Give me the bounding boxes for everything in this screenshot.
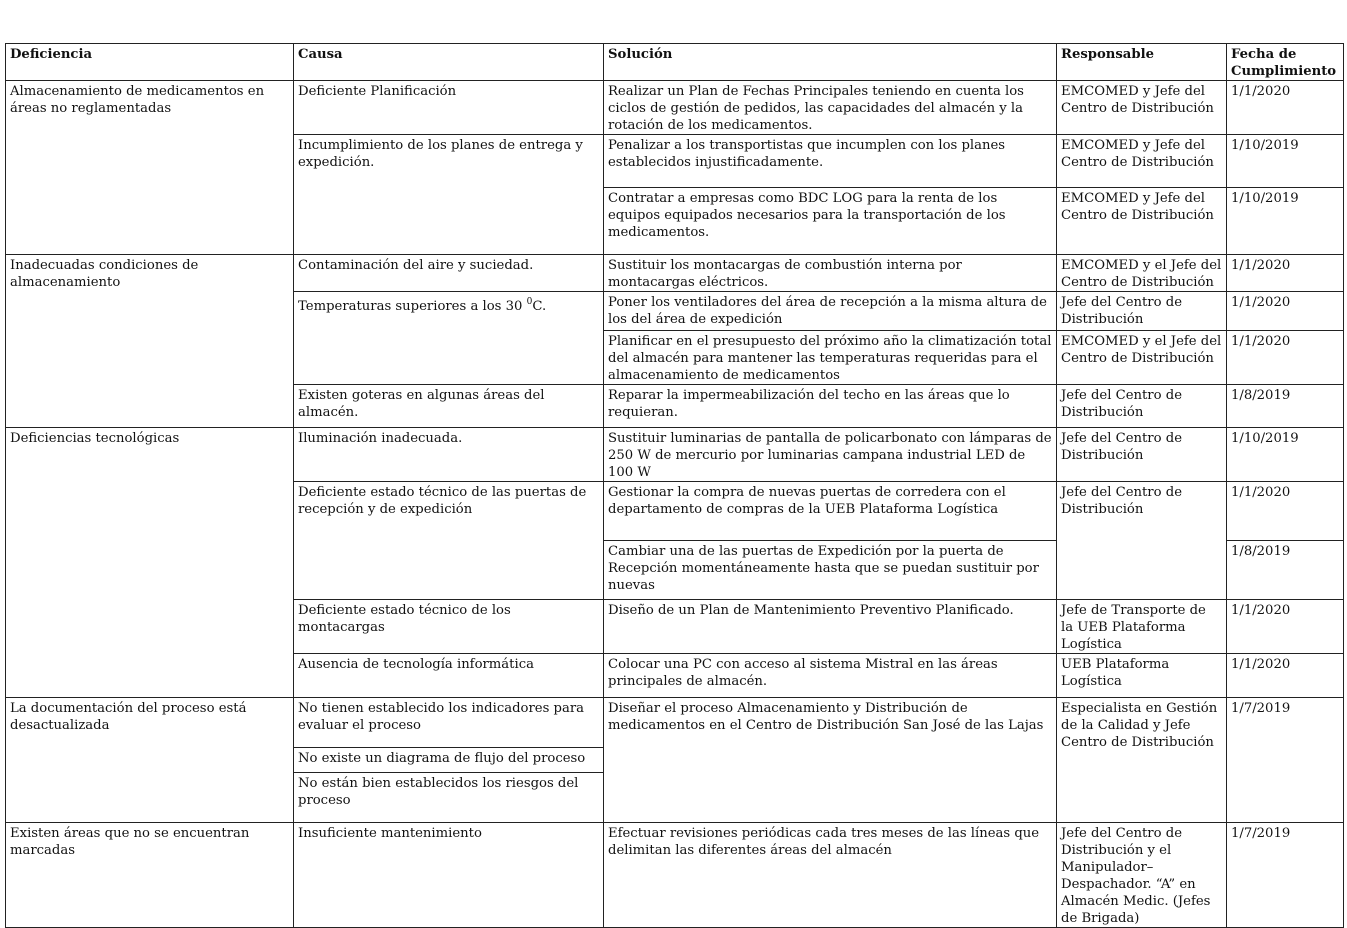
responsable-cell: EMCOMED y Jefe del Centro de Distribución	[1057, 188, 1227, 255]
causa-cell: No tienen establecido los indicadores para evaluar el proceso	[294, 698, 604, 748]
responsable-cell: Jefe del Centro de Distribución y el Manipulador– Despachador. “A” en Almacén Medic. (Jefes de Brigada)	[1057, 823, 1227, 928]
causa-cell: Deficiente estado técnico de las puertas de recepción y de expedición	[294, 482, 604, 600]
solucion-cell: Diseño de un Plan de Mantenimiento Preventivo Planificado.	[604, 600, 1057, 654]
action-plan-table	[5, 43, 1344, 928]
solucion-cell: Poner los ventiladores del área de recepción a la misma altura de los del área de expedición	[604, 292, 1057, 331]
solucion-cell: Penalizar a los transportistas que incumplen con los planes establecidos injustificadamente.	[604, 135, 1057, 188]
deficiencia-cell: La documentación del proceso está desactualizada	[6, 698, 294, 823]
table-row	[6, 428, 1344, 482]
solucion-cell: Diseñar el proceso Almacenamiento y Distribución de medicamentos en el Centro de Distribución San José de las Lajas	[604, 698, 1057, 823]
responsable-cell: Jefe del Centro de Distribución	[1057, 428, 1227, 482]
causa-cell: No están bien establecidos los riesgos del proceso	[294, 773, 604, 823]
fecha-cell: 1/10/2019	[1227, 188, 1344, 255]
responsable-cell: Especialista en Gestión de la Calidad y Jefe Centro de Distribución	[1057, 698, 1227, 823]
fecha-cell: 1/1/2020	[1227, 482, 1344, 541]
fecha-cell: 1/1/2020	[1227, 255, 1344, 292]
temperature-text: Temperaturas superiores a los 30	[298, 299, 523, 314]
fecha-cell: 1/7/2019	[1227, 823, 1344, 928]
solucion-cell: Colocar una PC con acceso al sistema Mistral en las áreas principales de almacén.	[604, 654, 1057, 698]
deficiencia-cell: Deficiencias tecnológicas	[6, 428, 294, 698]
table-row	[6, 698, 1344, 748]
header-solucion: Solución	[604, 44, 1057, 81]
solucion-cell: Gestionar la compra de nuevas puertas de corredera con el departamento de compras de la UEB Plataforma Logística	[604, 482, 1057, 541]
header-causa: Causa	[294, 44, 604, 81]
solucion-cell: Sustituir los montacargas de combustión interna por montacargas eléctricos.	[604, 255, 1057, 292]
fecha-cell: 1/1/2020	[1227, 654, 1344, 698]
table-row	[6, 81, 1344, 135]
causa-cell: Iluminación inadecuada.	[294, 428, 604, 482]
responsable-cell: Jefe del Centro de Distribución	[1057, 482, 1227, 600]
responsable-cell: Jefe del Centro de Distribución	[1057, 385, 1227, 428]
deficiencia-cell: Inadecuadas condiciones de almacenamiento	[6, 255, 294, 428]
header-deficiencia: Deficiencia	[6, 44, 294, 81]
deficiencia-cell: Almacenamiento de medicamentos en áreas no reglamentadas	[6, 81, 294, 255]
causa-cell: Insuficiente mantenimiento	[294, 823, 604, 928]
solucion-cell: Reparar la impermeabilización del techo en las áreas que lo requieran.	[604, 385, 1057, 428]
header-responsable: Responsable	[1057, 44, 1227, 81]
degree-superscript: 0	[526, 297, 533, 307]
fecha-cell: 1/10/2019	[1227, 428, 1344, 482]
fecha-cell: 1/8/2019	[1227, 541, 1344, 600]
causa-cell: Ausencia de tecnología informática	[294, 654, 604, 698]
responsable-cell: EMCOMED y el Jefe del Centro de Distribución	[1057, 331, 1227, 385]
causa-cell: No existe un diagrama de flujo del proceso	[294, 748, 604, 773]
fecha-cell: 1/10/2019	[1227, 135, 1344, 188]
causa-cell	[294, 292, 604, 385]
fecha-cell: 1/8/2019	[1227, 385, 1344, 428]
solucion-cell: Cambiar una de las puertas de Expedición por la puerta de Recepción momentáneamente hasta que se puedan sustituir por nuevas	[604, 541, 1057, 600]
solucion-cell: Planificar en el presupuesto del próximo año la climatización total del almacén para mantener las temperaturas requeridas para el almacenamiento de medicamentos	[604, 331, 1057, 385]
responsable-cell: EMCOMED y Jefe del Centro de Distribución	[1057, 81, 1227, 135]
solucion-cell: Efectuar revisiones periódicas cada tres meses de las líneas que delimitan las diferentes áreas del almacén	[604, 823, 1057, 928]
table-row	[6, 823, 1344, 928]
solucion-cell: Sustituir luminarias de pantalla de policarbonato con lámparas de 250 W de mercurio por luminarias campana industrial LED de 100 W	[604, 428, 1057, 482]
fecha-cell: 1/1/2020	[1227, 81, 1344, 135]
fecha-cell: 1/7/2019	[1227, 698, 1344, 823]
fecha-cell: 1/1/2020	[1227, 292, 1344, 331]
causa-cell: Deficiente estado técnico de los montacargas	[294, 600, 604, 654]
solucion-cell: Contratar a empresas como BDC LOG para la renta de los equipos equipados necesarios para la transportación de los medicamentos.	[604, 188, 1057, 255]
responsable-cell: UEB Plataforma Logística	[1057, 654, 1227, 698]
fecha-cell: 1/1/2020	[1227, 331, 1344, 385]
deficiencia-cell: Existen áreas que no se encuentran marcadas	[6, 823, 294, 928]
table-row	[6, 255, 1344, 292]
celsius-text: C.	[532, 299, 547, 314]
fecha-cell: 1/1/2020	[1227, 600, 1344, 654]
responsable-cell: EMCOMED y el Jefe del Centro de Distribución	[1057, 255, 1227, 292]
header-row	[6, 44, 1344, 81]
causa-cell: Incumplimiento de los planes de entrega y expedición.	[294, 135, 604, 255]
responsable-cell: Jefe de Transporte de la UEB Plataforma Logística	[1057, 600, 1227, 654]
causa-cell: Contaminación del aire y suciedad.	[294, 255, 604, 292]
responsable-cell: EMCOMED y Jefe del Centro de Distribución	[1057, 135, 1227, 188]
header-fecha: Fecha de Cumplimiento	[1227, 44, 1344, 81]
solucion-cell: Realizar un Plan de Fechas Principales teniendo en cuenta los ciclos de gestión de pedidos, las capacidades del almacén y la rotación de los medicamentos.	[604, 81, 1057, 135]
responsable-cell: Jefe del Centro de Distribución	[1057, 292, 1227, 331]
causa-cell: Deficiente Planificación	[294, 81, 604, 135]
causa-cell: Existen goteras en algunas áreas del almacén.	[294, 385, 604, 428]
